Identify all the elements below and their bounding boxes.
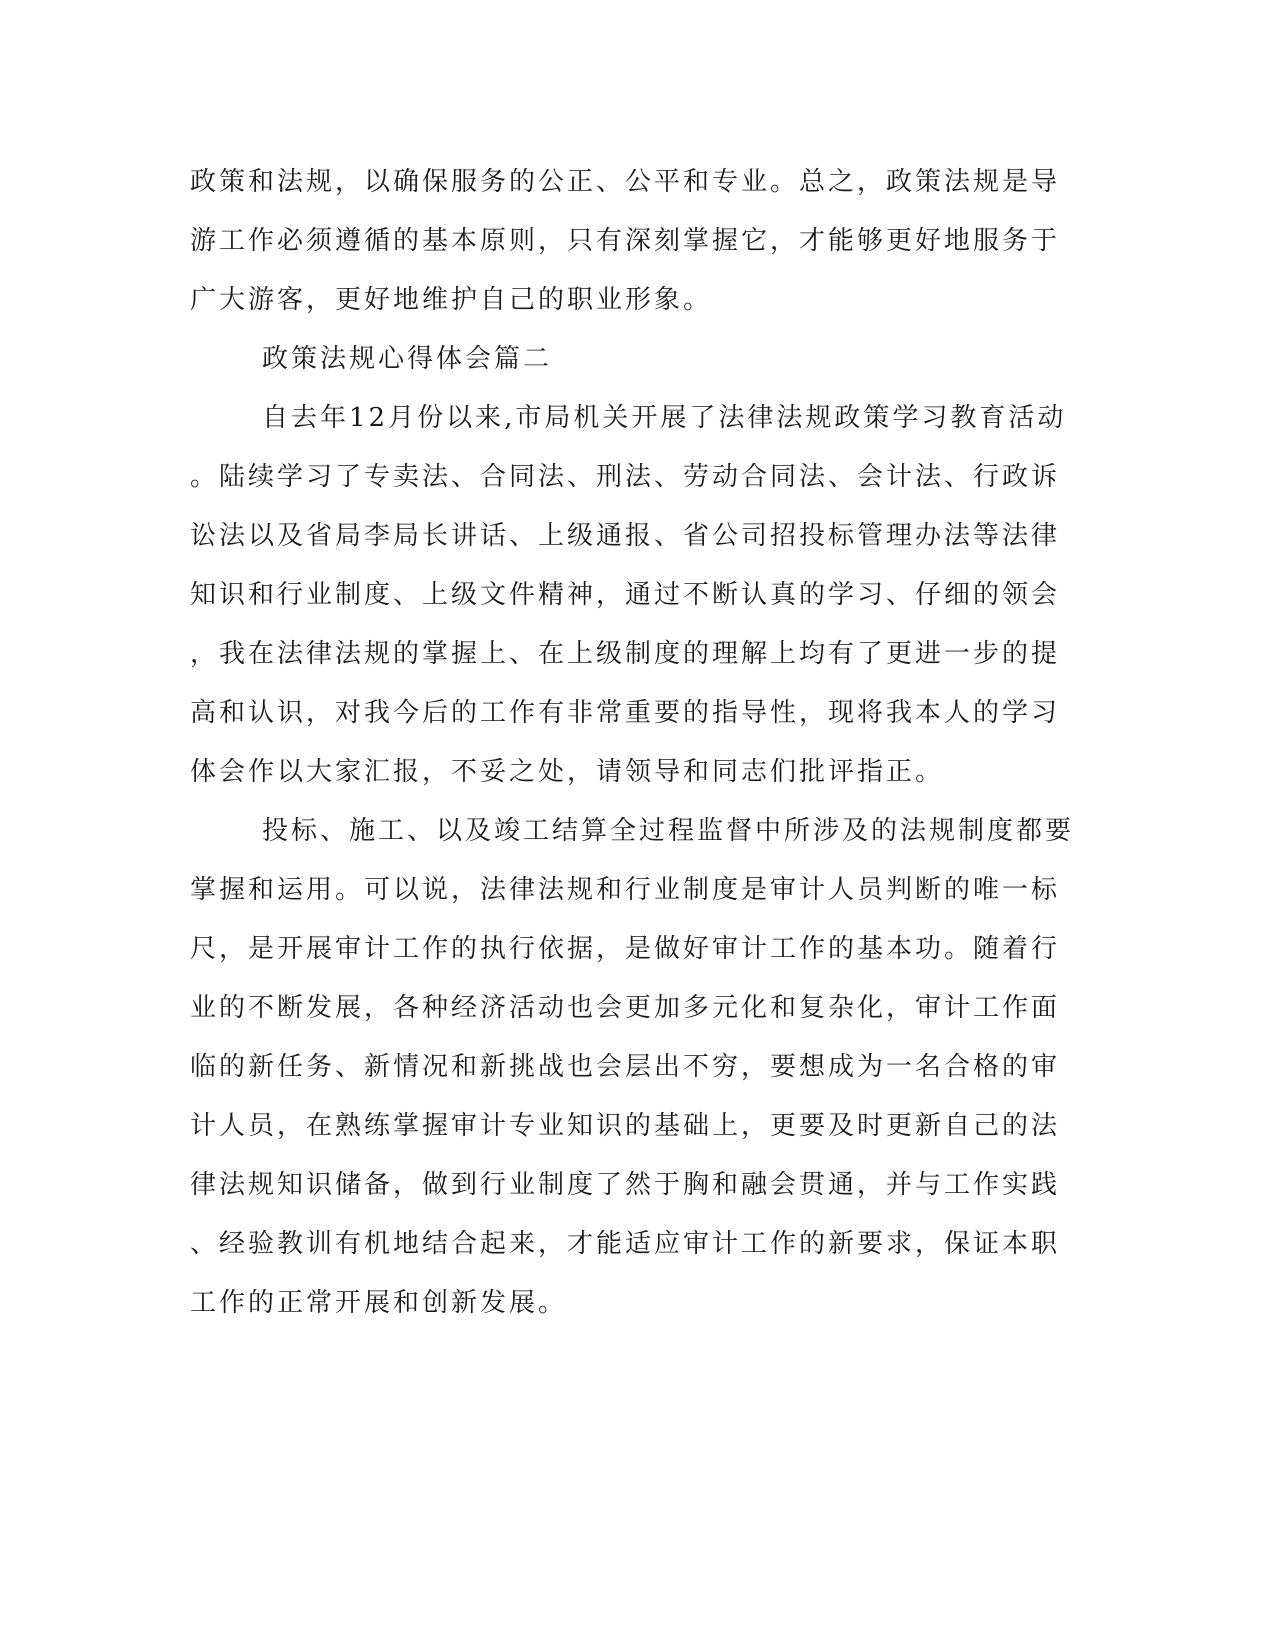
- paragraph-line: 自去年12月份以来,市局机关开展了法律法规政策学习教育活动: [262, 403, 1067, 433]
- paragraph-line: 投标、施工、以及竣工结算全过程监督中所涉及的法规制度都要: [262, 816, 1075, 846]
- paragraph-line: 广大游客，更好地维护自己的职业形象。: [190, 285, 713, 315]
- paragraph-line: 临的新任务、新情况和新挑战也会层出不穷，要想成为一名合格的审: [190, 1052, 1061, 1082]
- paragraph-line: 讼法以及省局李局长讲话、上级通报、省公司招投标管理办法等法律: [190, 521, 1061, 551]
- paragraph-line: 知识和行业制度、上级文件精神，通过不断认真的学习、仔细的领会: [190, 580, 1061, 610]
- paragraph-line: 高和认识，对我今后的工作有非常重要的指导性，现将我本人的学习: [190, 698, 1061, 728]
- paragraph-line: 。陆续学习了专卖法、合同法、刑法、劳动合同法、会计法、行政诉: [190, 462, 1061, 492]
- paragraph-line: 、经验教训有机地结合起来，才能适应审计工作的新要求，保证本职: [190, 1229, 1061, 1259]
- paragraph-line: 律法规知识储备，做到行业制度了然于胸和融会贯通，并与工作实践: [190, 1170, 1061, 1200]
- paragraph-line: 掌握和运用。可以说，法律法规和行业制度是审计人员判断的唯一标: [190, 875, 1061, 905]
- paragraph-line: 尺，是开展审计工作的执行依据，是做好审计工作的基本功。随着行: [190, 934, 1061, 964]
- paragraph-line: 工作的正常开展和创新发展。: [190, 1288, 568, 1318]
- paragraph-line: 业的不断发展，各种经济活动也会更加多元化和复杂化，审计工作面: [190, 993, 1061, 1023]
- paragraph-line: 政策和法规，以确保服务的公正、公平和专业。总之，政策法规是导: [190, 167, 1061, 197]
- paragraph-line: ，我在法律法规的掌握上、在上级制度的理解上均有了更进一步的提: [190, 639, 1061, 669]
- paragraph-line: 计人员，在熟练掌握审计专业知识的基础上，更要及时更新自己的法: [190, 1111, 1061, 1141]
- paragraph-line: 游工作必须遵循的基本原则，只有深刻掌握它，才能够更好地服务于: [190, 226, 1061, 256]
- paragraph-line: 体会作以大家汇报，不妥之处，请领导和同志们批评指正。: [190, 757, 945, 787]
- section-heading: 政策法规心得体会篇二: [262, 344, 553, 374]
